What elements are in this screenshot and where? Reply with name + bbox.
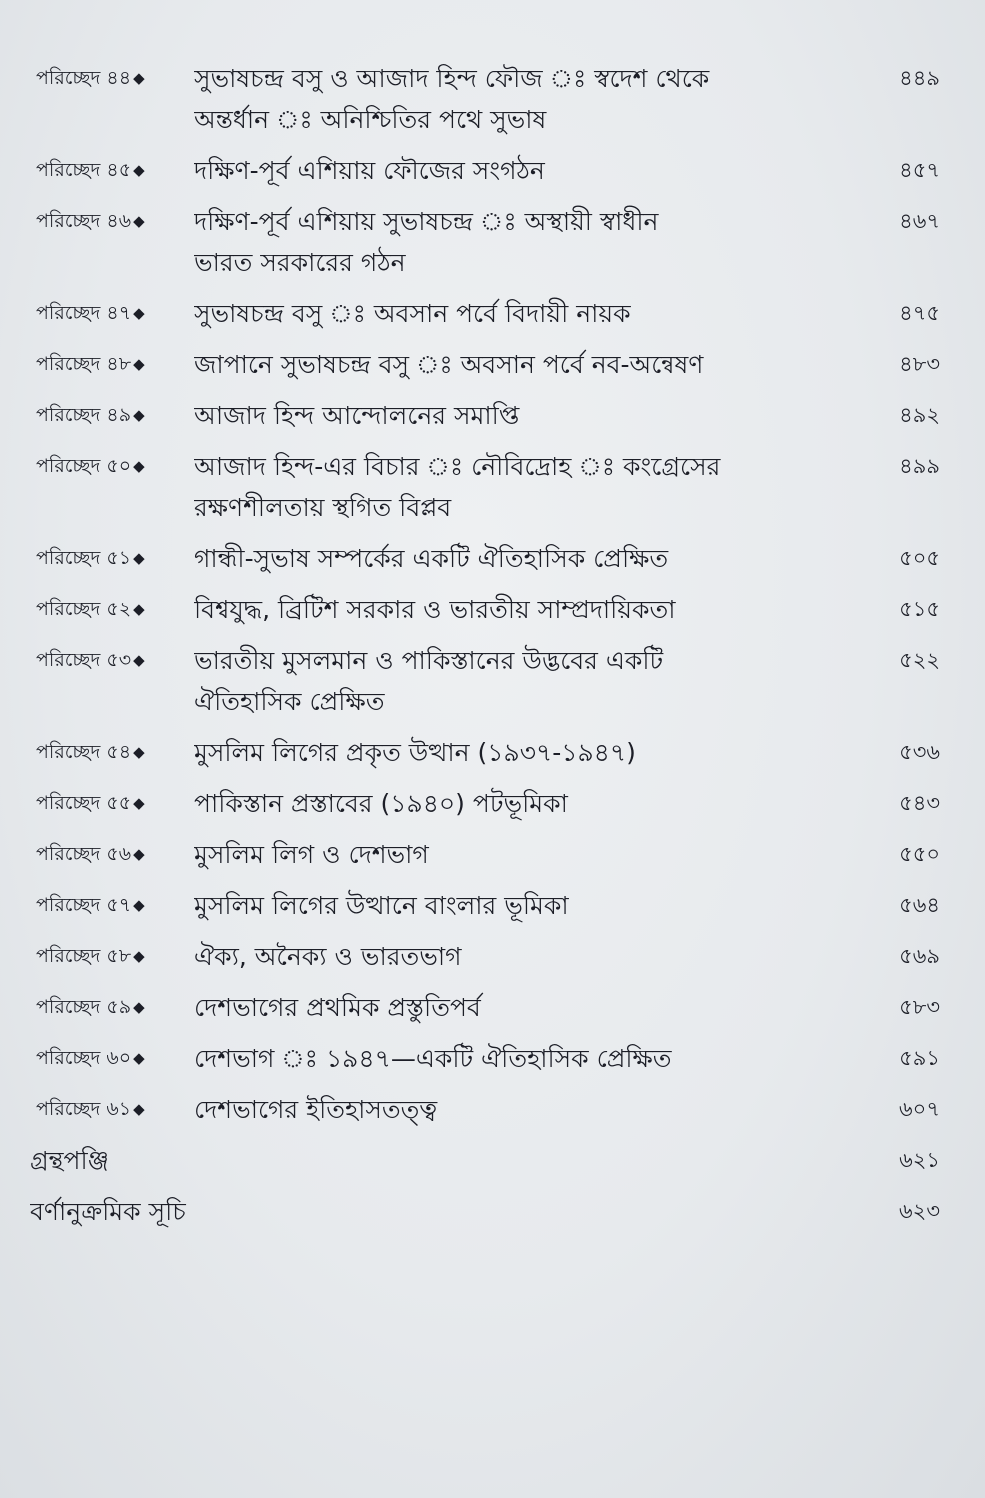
chapter-label [36, 936, 194, 977]
diamond-bullet-icon: ◆ [133, 600, 145, 618]
page-number: ৫৩৬ [899, 740, 940, 764]
chapter-title [194, 395, 850, 436]
chapter-title [194, 446, 850, 528]
diamond-bullet-icon: ◆ [133, 304, 145, 322]
chapter-number: পরিচ্ছেদ ৫৫ [36, 792, 132, 814]
chapter-number: পরিচ্ছেদ ৬১ [36, 1098, 132, 1120]
chapter-title [194, 834, 850, 875]
page-number: ৪৪৯ [899, 66, 940, 90]
page-number: ৪৭৫ [899, 301, 940, 325]
chapter-number: পরিচ্ছেদ ৪৭ [36, 302, 132, 324]
chapter-title-line: ভারত সরকারের গঠন [194, 248, 406, 277]
toc-entry [36, 344, 940, 385]
diamond-bullet-icon: ◆ [133, 212, 145, 230]
chapter-label [36, 446, 194, 487]
chapter-number: পরিচ্ছেদ ৫৬ [36, 843, 132, 865]
diamond-bullet-icon: ◆ [133, 1100, 145, 1118]
page-number: ৫৬৯ [899, 944, 940, 968]
chapter-number: পরিচ্ছেদ ৫৯ [36, 996, 132, 1018]
toc-back-matter-entry [30, 1191, 940, 1232]
chapter-title [194, 885, 850, 926]
chapter-label [36, 834, 194, 875]
chapter-number: পরিচ্ছেদ ৫২ [36, 598, 132, 620]
chapter-number: পরিচ্ছেদ ৪৮ [36, 353, 132, 375]
page-number: ৫৪৩ [899, 791, 940, 815]
chapter-number: পরিচ্ছেদ ৫৭ [36, 894, 132, 916]
diamond-bullet-icon: ◆ [133, 161, 145, 179]
diamond-bullet-icon: ◆ [133, 69, 145, 87]
chapter-label [36, 150, 194, 191]
chapter-title-line: গান্ধী-সুভাষ সম্পর্কের একটি ঐতিহাসিক প্রেক্ষিত [194, 544, 669, 573]
chapter-title [194, 640, 850, 722]
chapter-title [194, 201, 850, 283]
chapter-label [36, 1089, 194, 1130]
page-number: ৫০৫ [899, 546, 940, 570]
chapter-number: পরিচ্ছেদ ৫৮ [36, 945, 132, 967]
diamond-bullet-icon: ◆ [133, 845, 145, 863]
chapter-label [36, 732, 194, 773]
toc-entry [36, 834, 940, 875]
page-number: ৬২৩ [899, 1199, 940, 1223]
toc-entry [36, 201, 940, 283]
chapter-title-line: মুসলিম লিগের উত্থানে বাংলার ভূমিকা [194, 891, 569, 920]
chapter-title [194, 589, 850, 630]
chapter-label [36, 1038, 194, 1079]
chapter-label [36, 783, 194, 824]
chapter-label [36, 293, 194, 334]
table-of-contents [30, 58, 940, 1242]
diamond-bullet-icon: ◆ [133, 549, 145, 567]
page-number: ৫৯১ [899, 1046, 940, 1070]
chapter-label [36, 640, 194, 681]
toc-entry [36, 538, 940, 579]
chapter-title-line: দেশভাগ ঃ ১৯৪৭—একটি ঐতিহাসিক প্রেক্ষিত [194, 1044, 672, 1073]
page-number: ৪৯৯ [899, 454, 940, 478]
toc-entry [36, 885, 940, 926]
chapter-title-line: ঐতিহাসিক প্রেক্ষিত [194, 687, 385, 716]
back-matter-title [30, 1140, 850, 1181]
chapter-title [194, 987, 850, 1028]
chapter-title [194, 783, 850, 824]
chapter-number: পরিচ্ছেদ ৫১ [36, 547, 132, 569]
index-title: বর্ণানুক্রমিক সূচি [30, 1197, 186, 1226]
chapter-title-line: সুভাষচন্দ্র বসু ঃ অবসান পর্বে বিদায়ী নায়ক [194, 299, 631, 328]
chapter-title [194, 936, 850, 977]
page-number: ৫২২ [899, 648, 940, 672]
chapter-title [194, 150, 850, 191]
toc-entry [36, 1038, 940, 1079]
chapter-title [194, 1089, 850, 1130]
chapter-title-line: বিশ্বযুদ্ধ, ব্রিটিশ সরকার ও ভারতীয় সাম্প্রদায়িকতা [194, 595, 676, 624]
toc-entry [36, 150, 940, 191]
chapter-title-line: দক্ষিণ-পূর্ব এশিয়ায় সুভাষচন্দ্র ঃ অস্থায়ী স্বাধীন [194, 207, 659, 236]
page-number: ৫৮৩ [899, 995, 940, 1019]
diamond-bullet-icon: ◆ [133, 406, 145, 424]
chapter-label [36, 538, 194, 579]
chapter-title-line: আজাদ হিন্দ আন্দোলনের সমাপ্তি [194, 401, 520, 430]
page-number: ৪৬৭ [899, 209, 940, 233]
bibliography-title: গ্রন্থপঞ্জি [30, 1146, 109, 1175]
chapter-label [36, 885, 194, 926]
chapter-label [36, 395, 194, 436]
chapter-title [194, 344, 850, 385]
chapter-title [194, 58, 850, 140]
diamond-bullet-icon: ◆ [133, 1049, 145, 1067]
toc-entry [36, 783, 940, 824]
chapter-title-line: অন্তর্ধান ঃ অনিশ্চিতির পথে সুভাষ [194, 105, 547, 134]
page-number: ৫১৫ [899, 597, 940, 621]
chapter-number: পরিচ্ছেদ ৫৪ [36, 741, 132, 763]
page-number: ৬০৭ [899, 1097, 940, 1121]
page-number: ৬২১ [899, 1148, 940, 1172]
toc-entry [36, 640, 940, 722]
diamond-bullet-icon: ◆ [133, 651, 145, 669]
page-number: ৫৫০ [899, 842, 940, 866]
diamond-bullet-icon: ◆ [133, 794, 145, 812]
diamond-bullet-icon: ◆ [133, 896, 145, 914]
chapter-title [194, 1038, 850, 1079]
chapter-number: পরিচ্ছেদ ৪৫ [36, 159, 132, 181]
chapter-number: পরিচ্ছেদ ৫০ [36, 455, 132, 477]
toc-entry [36, 58, 940, 140]
diamond-bullet-icon: ◆ [133, 998, 145, 1016]
chapter-title-line: দক্ষিণ-পূর্ব এশিয়ায় ফৌজের সংগঠন [194, 156, 545, 185]
chapter-title-line: সুভাষচন্দ্র বসু ও আজাদ হিন্দ ফৌজ ঃ স্বদেশ থেকে [194, 64, 710, 93]
chapter-title-line: ঐক্য, অনৈক্য ও ভারতভাগ [194, 942, 462, 971]
page-number: ৪৮৩ [899, 352, 940, 376]
diamond-bullet-icon: ◆ [133, 743, 145, 761]
toc-entry [36, 732, 940, 773]
toc-entry [36, 293, 940, 334]
page-number: ৫৬৪ [899, 893, 940, 917]
chapter-label [36, 589, 194, 630]
chapter-title [194, 293, 850, 334]
chapter-number: পরিচ্ছেদ ৪৯ [36, 404, 132, 426]
chapter-title-line: ভারতীয় মুসলমান ও পাকিস্তানের উদ্ভবের একটি [194, 646, 664, 675]
toc-entry [36, 589, 940, 630]
toc-entry [36, 987, 940, 1028]
diamond-bullet-icon: ◆ [133, 457, 145, 475]
diamond-bullet-icon: ◆ [133, 355, 145, 373]
chapter-label [36, 58, 194, 99]
toc-entry [36, 1089, 940, 1130]
toc-entry [36, 446, 940, 528]
chapter-number: পরিচ্ছেদ ৬০ [36, 1047, 132, 1069]
chapter-title-line: দেশভাগের প্রথমিক প্রস্তুতিপর্ব [194, 993, 481, 1022]
back-matter-title [30, 1191, 850, 1232]
page-number: ৪৫৭ [899, 158, 940, 182]
chapter-title-line: রক্ষণশীলতায় স্থগিত বিপ্লব [194, 493, 452, 522]
toc-entry [36, 395, 940, 436]
chapter-number: পরিচ্ছেদ ৫৩ [36, 649, 132, 671]
chapter-label [36, 987, 194, 1028]
chapter-title-line: মুসলিম লিগের প্রকৃত উত্থান (১৯৩৭-১৯৪৭) [194, 738, 636, 767]
chapter-title-line: আজাদ হিন্দ-এর বিচার ঃ নৌবিদ্রোহ ঃ কংগ্রেসের [194, 452, 721, 481]
chapter-title-line: মুসলিম লিগ ও দেশভাগ [194, 840, 429, 869]
chapter-label [36, 201, 194, 242]
chapter-title [194, 538, 850, 579]
chapter-title [194, 732, 850, 773]
chapter-title-line: জাপানে সুভাষচন্দ্র বসু ঃ অবসান পর্বে নব-অন্বেষণ [194, 350, 704, 379]
page-number: ৪৯২ [899, 403, 940, 427]
chapter-title-line: পাকিস্তান প্রস্তাবের (১৯৪০) পটভূমিকা [194, 789, 568, 818]
chapter-number: পরিচ্ছেদ ৪৪ [36, 67, 132, 89]
chapter-label [36, 344, 194, 385]
toc-entry [36, 936, 940, 977]
chapter-number: পরিচ্ছেদ ৪৬ [36, 210, 132, 232]
chapter-title-line: দেশভাগের ইতিহাসতত্ত্ব [194, 1095, 438, 1124]
diamond-bullet-icon: ◆ [133, 947, 145, 965]
toc-back-matter-entry [30, 1140, 940, 1181]
